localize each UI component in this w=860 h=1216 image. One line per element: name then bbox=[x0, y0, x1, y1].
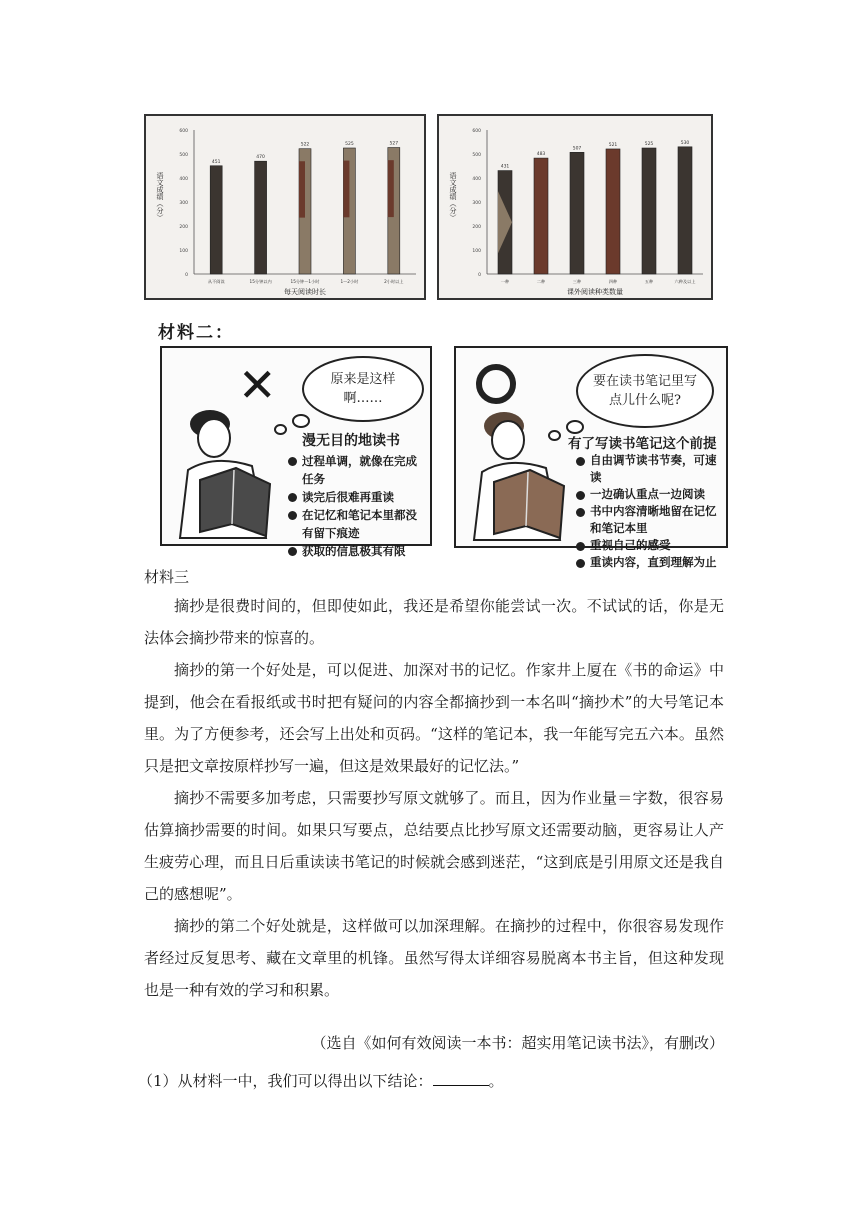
section-3-title: 材料三 bbox=[144, 568, 190, 586]
bar-value-label: 483 bbox=[536, 152, 546, 158]
panel-heading: 有了写读书笔记这个前提 bbox=[568, 436, 717, 452]
paragraph-3: 摘抄不需要多加考虑，只需要抄写原文就够了。而且，因为作业量＝字数，很容易估算摘抄需要的时间。如果只写要点，总结要点比抄写原文还需要动脑，更容易让人产生疲劳心理，而且日后重读读书笔记的时候就会感到迷茫，“这到底是引用原文还是我自己的感想呢”。 bbox=[144, 789, 724, 903]
x-axis-label: 每天阅读时长 bbox=[284, 288, 326, 296]
bar bbox=[642, 148, 656, 274]
list-item: 过程单调，就像在完成任务 bbox=[288, 452, 422, 488]
y-tick-label: 0 bbox=[478, 273, 481, 278]
y-tick-label: 200 bbox=[179, 225, 188, 230]
list-item: 重读内容，直到理解为止 bbox=[576, 554, 720, 571]
panel-heading: 漫无目的地读书 bbox=[302, 433, 400, 449]
panel-note-reading bbox=[454, 346, 728, 569]
y-tick-label: 100 bbox=[472, 249, 481, 254]
y-tick-label: 300 bbox=[472, 201, 481, 206]
x-tick-label: 1～2小时 bbox=[340, 279, 359, 284]
thought-bubble: 原来是这样啊…… bbox=[302, 356, 424, 422]
x-tick-label: 二种 bbox=[536, 279, 546, 284]
thought-bubble: 要在读书笔记里写点儿什么呢? bbox=[576, 354, 714, 428]
question-1 bbox=[138, 1070, 504, 1091]
x-axis-label: 课外阅读种类数量 bbox=[567, 288, 623, 296]
list-item: 获取的信息极其有限 bbox=[288, 542, 422, 560]
bar-value-label: 527 bbox=[389, 141, 399, 147]
bar-value-label: 451 bbox=[211, 159, 221, 165]
bar bbox=[534, 158, 548, 274]
chart-daily-reading-time bbox=[144, 114, 426, 300]
chart-1-svg bbox=[146, 116, 424, 298]
list-item: 重视自己的感受 bbox=[576, 537, 720, 554]
cross-mark-icon: ✕ bbox=[238, 358, 277, 412]
y-tick-label: 600 bbox=[179, 129, 188, 134]
x-tick-label: 六种及以上 bbox=[674, 279, 696, 284]
bar-value-label: 525 bbox=[644, 142, 654, 147]
x-tick-label: 三种 bbox=[572, 279, 582, 284]
y-tick-label: 200 bbox=[472, 225, 481, 230]
answer-blank[interactable] bbox=[433, 1070, 489, 1086]
list-item: 自由调节读书节奏，可速读 bbox=[576, 452, 720, 486]
bar bbox=[255, 161, 267, 274]
y-tick-label: 100 bbox=[179, 249, 188, 254]
paragraph-4: 摘抄的第二个好处就是，这样做可以加深理解。在摘抄的过程中，你很容易发现作者经过反复思考、藏在文章里的机锋。虽然写得太详细容易脱离本书主旨，但这种发现也是一种有效的学习和积累。 bbox=[144, 917, 724, 999]
reader-illustration bbox=[170, 400, 280, 540]
bar-accent bbox=[343, 161, 349, 218]
question-text: （1）从材料一中，我们可以得出以下结论： bbox=[138, 1072, 433, 1090]
bar-value-label: 522 bbox=[300, 142, 310, 148]
source-citation: （选自《如何有效阅读一本书：超实用笔记读书法》，有删改） bbox=[311, 1034, 724, 1052]
x-tick-label: 从不阅读 bbox=[207, 279, 225, 284]
bar-value-label: 431 bbox=[500, 164, 510, 170]
y-tick-label: 0 bbox=[185, 273, 188, 278]
reader-illustration bbox=[464, 402, 576, 542]
bar bbox=[210, 166, 222, 274]
bar-value-label: 530 bbox=[680, 140, 690, 146]
y-tick-label: 300 bbox=[179, 201, 188, 206]
list-item: 书中内容清晰地留在记忆和笔记本里 bbox=[576, 503, 720, 537]
x-tick-label: 一种 bbox=[500, 279, 510, 284]
y-axis-label: 语文成绩（分） bbox=[449, 172, 457, 221]
bar-accent bbox=[388, 160, 394, 217]
bar-value-label: 470 bbox=[256, 155, 265, 161]
panel-list bbox=[576, 452, 720, 571]
x-tick-label: 四种 bbox=[608, 279, 618, 284]
bar bbox=[678, 147, 692, 274]
list-item: 一边确认重点一边阅读 bbox=[576, 486, 720, 503]
y-tick-label: 500 bbox=[472, 153, 481, 158]
chart-reading-variety bbox=[437, 114, 713, 300]
list-item: 在记忆和笔记本里都没有留下痕迹 bbox=[288, 506, 422, 542]
thought-dot bbox=[292, 414, 310, 428]
panel-aimless-reading bbox=[160, 346, 432, 558]
bar-accent bbox=[299, 161, 305, 217]
x-tick-label: 2小时以上 bbox=[384, 279, 404, 284]
bar bbox=[570, 152, 584, 274]
circle-mark-icon bbox=[476, 364, 516, 404]
bar-value-label: 525 bbox=[345, 142, 354, 147]
question-end: 。 bbox=[488, 1072, 504, 1090]
x-tick-label: 15分钟以内 bbox=[249, 279, 272, 284]
chart-2-svg bbox=[439, 116, 711, 298]
panel-list bbox=[288, 452, 422, 560]
bar-value-label: 507 bbox=[572, 146, 582, 152]
bar bbox=[606, 149, 620, 274]
paragraph-2: 摘抄的第一个好处是，可以促进、加深对书的记忆。作家井上厦在《书的命运》中提到，他会在看报纸或书时把有疑问的内容全都摘抄到一本名叫“摘抄术”的大号笔记本里。为了方便参考，还会写上出处和页码。“这样的笔记本，我一年能写完五六本。虽然只是把文章按原样抄写一遍，但这是效果最好的记忆法。” bbox=[144, 661, 724, 775]
y-tick-label: 400 bbox=[179, 177, 188, 182]
y-tick-label: 400 bbox=[472, 177, 481, 182]
list-item: 读完后很难再重读 bbox=[288, 488, 422, 506]
bar-value-label: 521 bbox=[608, 142, 618, 148]
y-tick-label: 600 bbox=[472, 129, 481, 134]
x-tick-label: 15分钟～1小时 bbox=[290, 279, 320, 284]
x-tick-label: 五种 bbox=[644, 279, 654, 284]
y-axis-label: 语文成绩（分） bbox=[156, 172, 164, 221]
section-2-label: 材料二： bbox=[158, 323, 234, 343]
y-tick-label: 500 bbox=[179, 153, 188, 158]
paragraph-1: 摘抄是很费时间的，但即使如此，我还是希望你能尝试一次。不试试的话，你是无法体会摘抄带来的惊喜的。 bbox=[144, 597, 724, 647]
